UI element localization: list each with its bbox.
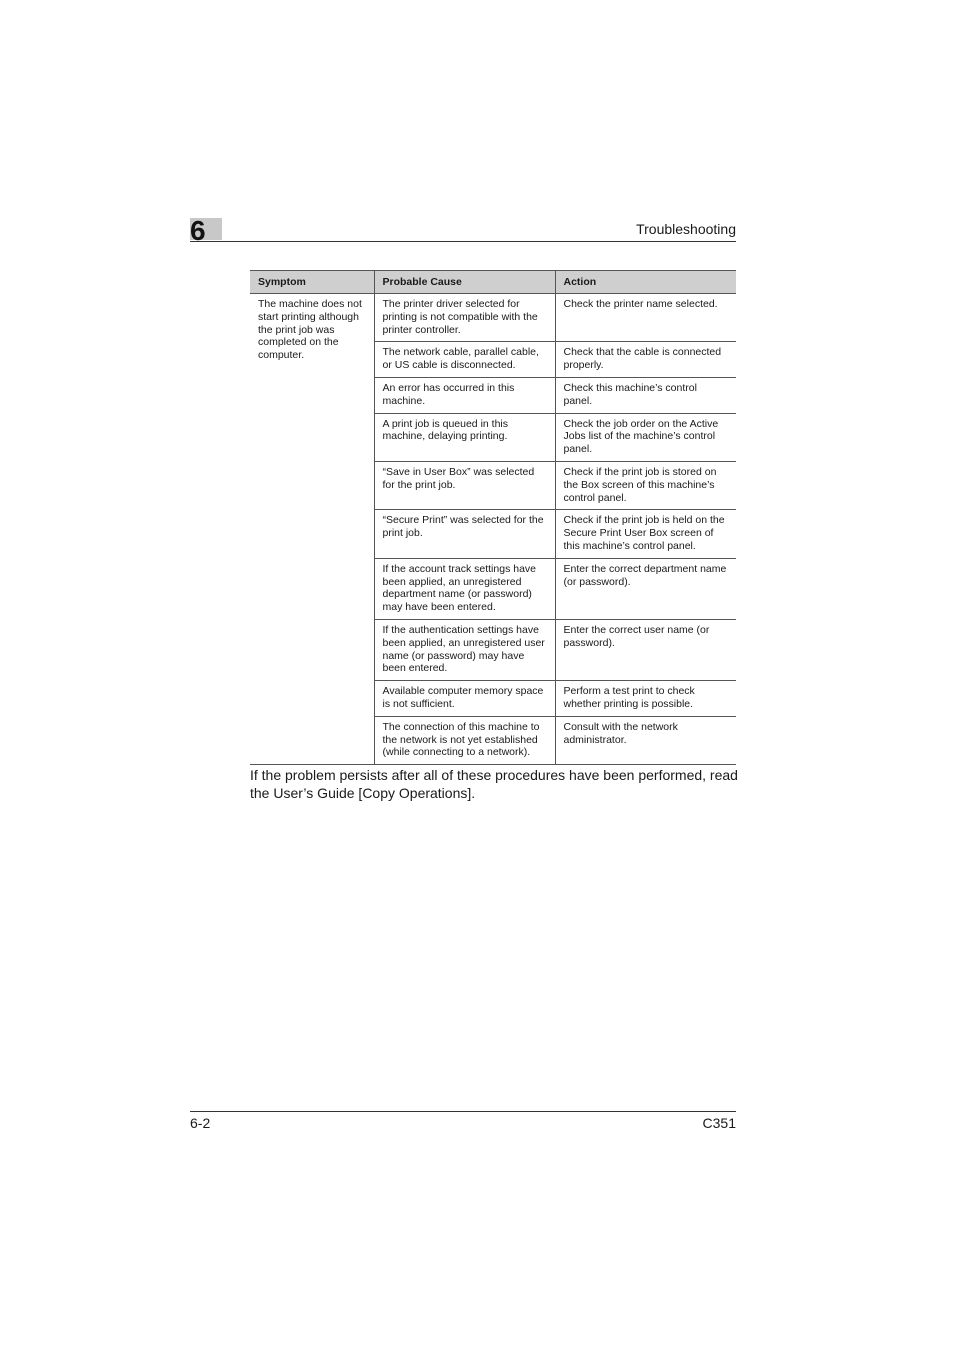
cause-cell: Available computer memory space is not sufficient. bbox=[374, 681, 555, 717]
cause-cell: The printer driver selected for printing is not compatible with the printer controller. bbox=[374, 294, 555, 342]
column-header-symptom: Symptom bbox=[250, 271, 374, 294]
column-header-action: Action bbox=[555, 271, 736, 294]
cause-cell: If the authentication settings have been applied, an unregistered user name (or password) may have been entered. bbox=[374, 619, 555, 680]
table-row bbox=[250, 294, 736, 342]
header-title: Troubleshooting bbox=[636, 221, 736, 237]
action-cell: Check this machine’s control panel. bbox=[555, 377, 736, 413]
action-cell: Check if the print job is held on the Secure Print User Box screen of this machine’s control panel. bbox=[555, 510, 736, 558]
table-header-row bbox=[250, 271, 736, 294]
closing-paragraph: If the problem persists after all of these procedures have been performed, read the User’s Guide [Copy Operations]. bbox=[250, 767, 738, 801]
action-cell: Check the job order on the Active Jobs list of the machine’s control panel. bbox=[555, 413, 736, 461]
cause-cell: The connection of this machine to the network is not yet established (while connecting to a network). bbox=[374, 716, 555, 764]
cause-cell: If the account track settings have been applied, an unregistered department name (or password) may have been entered. bbox=[374, 558, 555, 619]
troubleshooting-table bbox=[250, 270, 736, 765]
chapter-number: 6 bbox=[190, 215, 206, 246]
action-cell: Check that the cable is connected properly. bbox=[555, 342, 736, 378]
cause-cell: The network cable, parallel cable, or US cable is disconnected. bbox=[374, 342, 555, 378]
cause-cell: A print job is queued in this machine, delaying printing. bbox=[374, 413, 555, 461]
cause-cell: “Save in User Box” was selected for the print job. bbox=[374, 461, 555, 509]
cause-cell: “Secure Print” was selected for the print job. bbox=[374, 510, 555, 558]
page-number: 6-2 bbox=[190, 1115, 211, 1131]
action-cell: Enter the correct department name (or password). bbox=[555, 558, 736, 619]
action-cell: Consult with the network administrator. bbox=[555, 716, 736, 764]
symptom-cell: The machine does not start printing although the print job was completed on the computer. bbox=[250, 294, 374, 765]
model-name: C351 bbox=[702, 1115, 736, 1131]
cause-cell: An error has occurred in this machine. bbox=[374, 377, 555, 413]
footer-divider bbox=[190, 1111, 736, 1112]
header-divider bbox=[190, 241, 736, 242]
action-cell: Enter the correct user name (or password). bbox=[555, 619, 736, 680]
action-cell: Perform a test print to check whether printing is possible. bbox=[555, 681, 736, 717]
action-cell: Check if the print job is stored on the Box screen of this machine’s control panel. bbox=[555, 461, 736, 509]
action-cell: Check the printer name selected. bbox=[555, 294, 736, 342]
column-header-cause: Probable Cause bbox=[374, 271, 555, 294]
